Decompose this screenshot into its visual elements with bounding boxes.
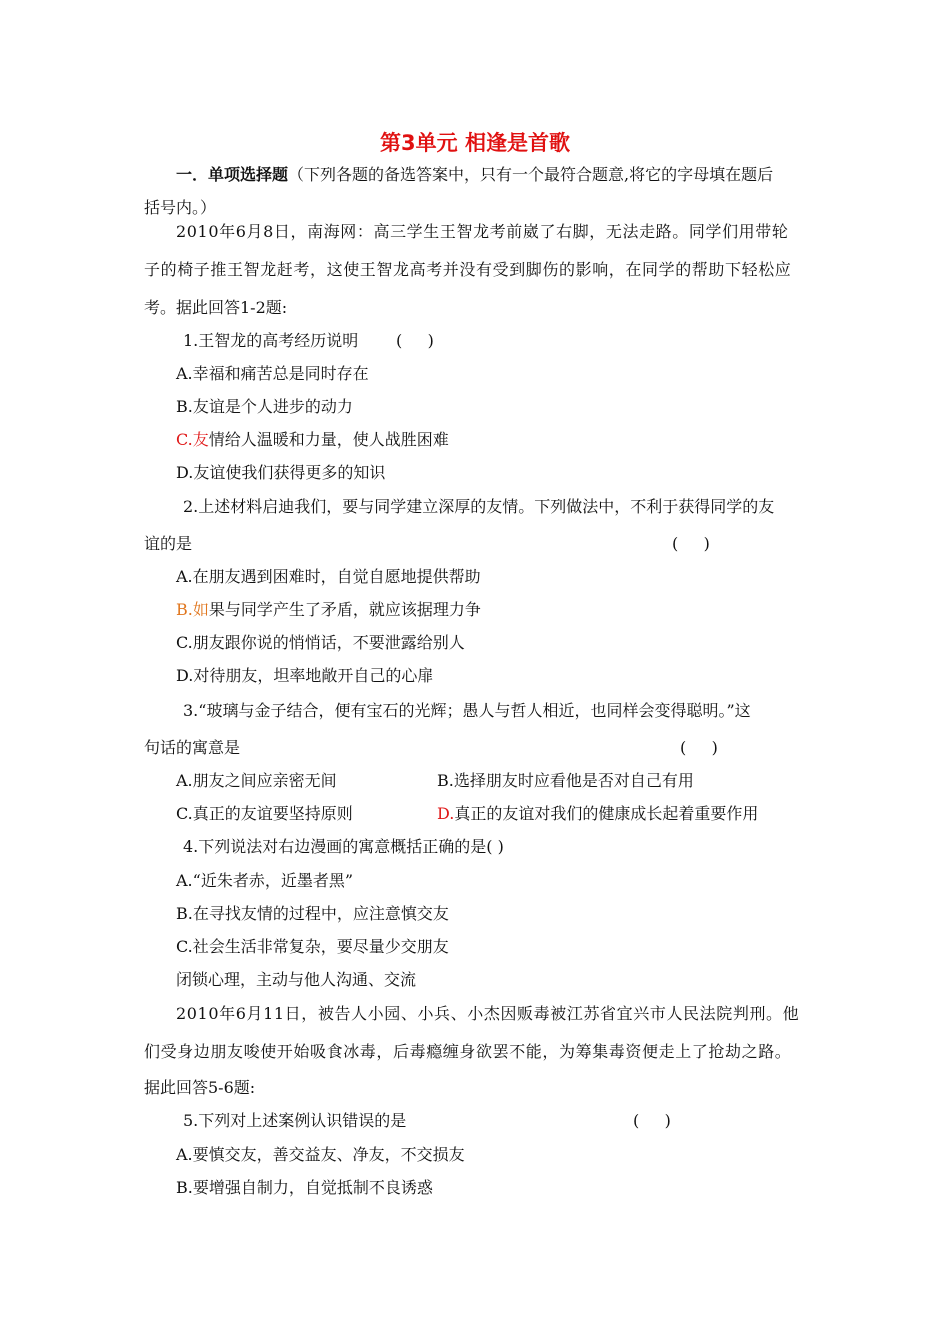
q5-answer-bracket: ( ) (633, 1111, 671, 1130)
q3-option-d (437, 804, 758, 824)
q1-option-c-text: 情给人温暖和力量，使人战胜困难 (208, 430, 449, 449)
q2-answer-bracket: ( ) (672, 534, 710, 553)
material2-line3: 据此回答5-6题: (144, 1078, 256, 1097)
q4-option-b: B.在寻找友情的过程中，应注意慎交友 (176, 904, 449, 923)
q3-stem-line2: 句话的寓意是 (144, 738, 241, 757)
q1-stem: 1.王智龙的高考经历说明 (183, 331, 359, 350)
q4-stem: 4.下列说法对右边漫画的寓意概括正确的是( ) (183, 837, 504, 856)
q1-option-a: A.幸福和痛苦总是同时存在 (176, 364, 369, 383)
q2-stem-line1: 2.上述材料启迪我们，要与同学建立深厚的友情。下列做法中，不利于获得同学的友 (183, 497, 775, 516)
q2-answer-marker: B.如 (176, 600, 209, 619)
q2-option-b (176, 600, 481, 620)
section-instruction: （下列各题的备选答案中，只有一个最符合题意,将它的字母填在题后 (288, 165, 774, 184)
q5-option-b: B.要增强自制力，自觉抵制不良诱惑 (176, 1178, 433, 1197)
material2-line2: 们受身边朋友唆使开始吸食冰毒，后毒瘾缠身欲罢不能，为筹集毒资便走上了抢劫之路。 (144, 1042, 792, 1061)
q4-option-a: A.“近朱者赤，近墨者黑” (176, 871, 354, 890)
q1-option-b: B.友谊是个人进步的动力 (176, 397, 353, 416)
q3-answer-marker: D. (437, 804, 455, 823)
q3-answer-bracket: ( ) (680, 738, 718, 757)
q5-option-a: A.要慎交友，善交益友、净友，不交损友 (176, 1145, 465, 1164)
q2-option-a: A.在朋友遇到困难时，自觉自愿地提供帮助 (176, 567, 481, 586)
material1-line1: 2010年6月8日，南海网：高三学生王智龙考前崴了右脚，无法走路。同学们用带轮 (176, 222, 789, 241)
q3-option-d-text: 真正的友谊对我们的健康成长起着重要作用 (454, 804, 759, 823)
material1-line2: 子的椅子推王智龙赶考，这使王智龙高考并没有受到脚伤的影响，在同学的帮助下轻松应 (144, 260, 792, 279)
section-instruction-cont: 括号内。） (144, 198, 217, 217)
section-heading-line (176, 165, 773, 185)
page-title: 第3单元 相逢是首歌 (380, 131, 570, 155)
material2-line1: 2010年6月11日，被告人小园、小兵、小杰因贩毒被江苏省宜兴市人民法院判刑。他 (176, 1004, 800, 1023)
q1-answer-marker: C.友 (176, 430, 209, 449)
material1-line3: 考。据此回答1-2题: (144, 298, 288, 317)
q1-option-d: D.友谊使我们获得更多的知识 (176, 463, 386, 482)
q3-option-c: C.真正的友谊要坚持原则 (176, 804, 353, 823)
q3-option-a: A.朋友之间应亲密无间 (176, 771, 337, 790)
q4-option-d-fragment: 闭锁心理，主动与他人沟通、交流 (176, 970, 417, 989)
q2-option-d: D.对待朋友，坦率地敞开自己的心扉 (176, 666, 434, 685)
q2-option-c: C.朋友跟你说的悄悄话，不要泄露给别人 (176, 633, 465, 652)
q4-option-c: C.社会生活非常复杂，要尽量少交朋友 (176, 937, 449, 956)
q1-answer-bracket: ( ) (396, 331, 434, 350)
q2-stem-line2: 谊的是 (144, 534, 193, 553)
section-heading: 一．单项选择题 (176, 165, 289, 184)
q1-option-c (176, 430, 449, 450)
q3-option-b: B.选择朋友时应看他是否对自己有用 (437, 771, 694, 790)
q5-stem: 5.下列对上述案例认识错误的是 (183, 1111, 407, 1130)
q3-stem-line1: 3.“玻璃与金子结合，便有宝石的光辉；愚人与哲人相近，也同样会变得聪明。”这 (183, 701, 751, 720)
q2-option-b-text: 果与同学产生了矛盾，就应该据理力争 (208, 600, 481, 619)
